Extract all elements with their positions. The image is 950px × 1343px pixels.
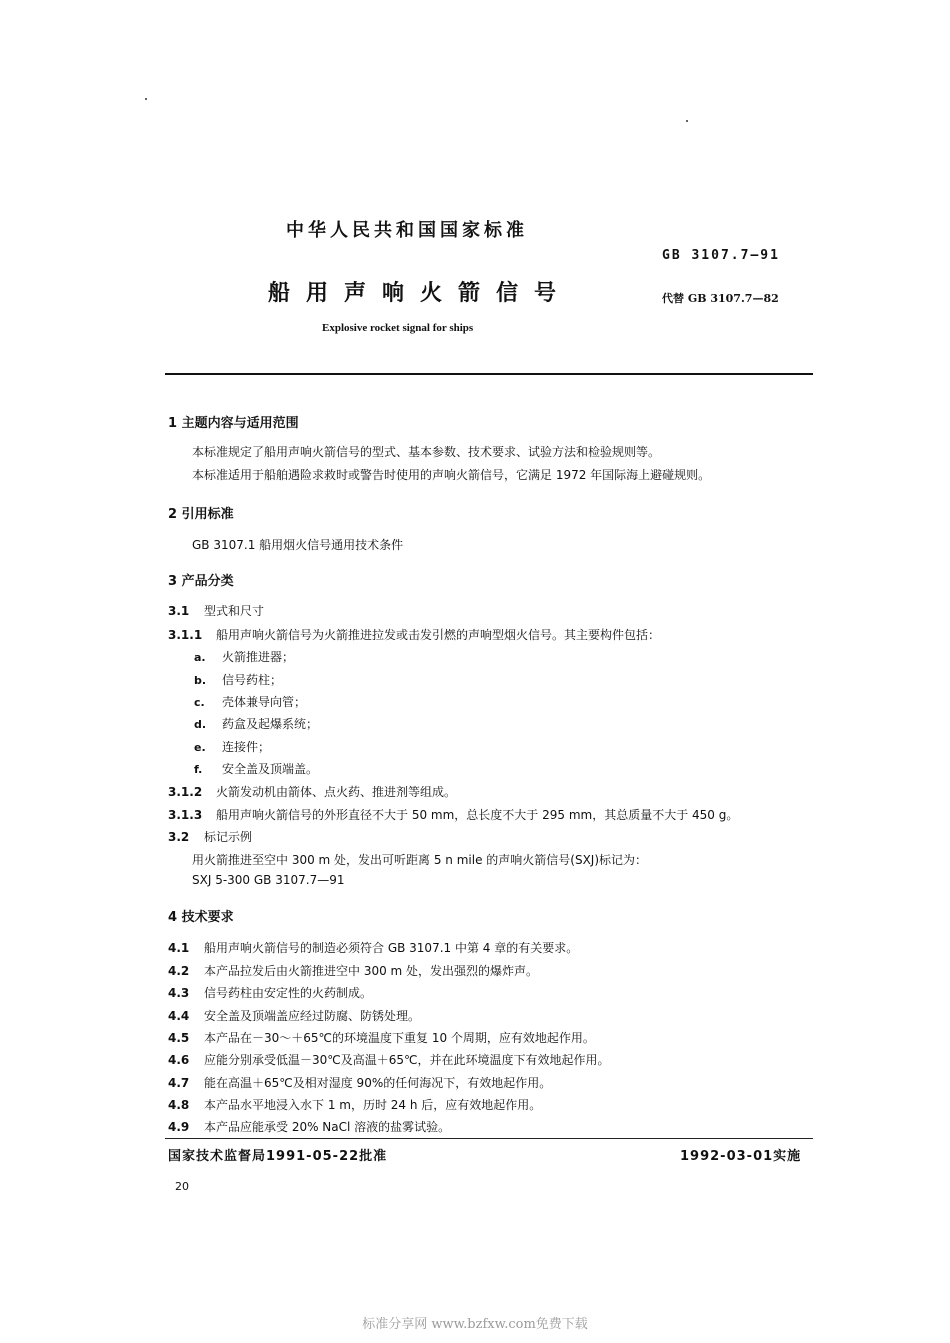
- requirement-item: [168, 1007, 420, 1024]
- list-item: [194, 715, 318, 732]
- clause-text: 船用声响火箭信号的外形直径不大于 50 mm，总长度不大于 295 mm，其总质量不大于 450 g。: [216, 808, 739, 822]
- clause-number: 4.9: [168, 1120, 190, 1134]
- clause-number: 3.2: [168, 830, 190, 844]
- list-text: 火箭推进器；: [222, 650, 295, 664]
- list-text: 壳体兼导向管；: [222, 695, 307, 709]
- requirement-item: [168, 962, 538, 979]
- clause-number: 4.5: [168, 1031, 190, 1045]
- clause-number: 4.7: [168, 1076, 190, 1090]
- clause-text: 能在高温＋65℃及相对湿度 90%的任何海况下，有效地起作用。: [204, 1076, 552, 1090]
- list-text: 药盒及起爆系统；: [222, 717, 319, 731]
- marking-example-description: 用火箭推进至空中 300 m 处，发出可听距离 5 n mile 的声响火箭信号(SXJ)标记为：: [192, 853, 648, 867]
- clause-3-1-3: [168, 806, 738, 823]
- section-1-heading: 1 主题内容与适用范围: [168, 416, 299, 431]
- requirement-item: [168, 1118, 450, 1135]
- footer-divider: [165, 1138, 813, 1139]
- list-marker: d.: [194, 718, 207, 731]
- list-text: 连接件；: [222, 740, 271, 754]
- marking-example-code: SXJ 5-300 GB 3107.7—91: [192, 873, 345, 887]
- list-text: 安全盖及顶端盖。: [222, 762, 319, 776]
- clause-3-1: [168, 602, 264, 619]
- clause-number: 3.1.3: [168, 808, 203, 822]
- section-4-heading: 4 技术要求: [168, 910, 234, 925]
- clause-3-1-2: [168, 783, 456, 800]
- clause-3-1-1: [168, 626, 660, 643]
- clause-text: 信号药柱由安定性的火药制成。: [204, 986, 373, 1000]
- clause-number: 4.2: [168, 964, 190, 978]
- clause-text: 船用声响火箭信号为火箭推进拉发或击发引燃的声响型烟火信号。其主要构件包括：: [216, 628, 661, 642]
- clause-text: 船用声响火箭信号的制造必须符合 GB 3107.1 中第 4 章的有关要求。: [204, 941, 579, 955]
- page-number: 20: [175, 1180, 189, 1193]
- effective-date-line: 1992-03-01实施: [680, 1149, 802, 1164]
- clause-text: 本产品在－30～＋65℃的环境温度下重复 10 个周期，应有效地起作用。: [204, 1031, 595, 1045]
- requirement-item: [168, 1029, 595, 1046]
- replaces-note: 代替 GB 3107.7—82: [662, 292, 779, 305]
- section-3-heading: 3 产品分类: [168, 574, 234, 589]
- clause-text: 安全盖及顶端盖应经过防腐、防锈处理。: [204, 1009, 421, 1023]
- national-standard-heading: 中华人民共和国国家标准: [286, 220, 528, 241]
- list-item: [194, 648, 294, 665]
- list-item: [194, 738, 270, 755]
- scan-speck: [686, 120, 688, 122]
- clause-text: 应能分别承受低温－30℃及高温＋65℃，并在此环境温度下有效地起作用。: [204, 1053, 610, 1067]
- list-marker: c.: [194, 696, 205, 709]
- english-title: Explosive rocket signal for ships: [322, 322, 474, 334]
- clause-number: 4.1: [168, 941, 190, 955]
- requirement-item: [168, 939, 578, 956]
- header-divider: [165, 373, 813, 375]
- list-marker: b.: [194, 674, 207, 687]
- list-item: [194, 671, 282, 688]
- clause-number: 4.4: [168, 1009, 190, 1023]
- clause-number: 3.1.1: [168, 628, 203, 642]
- document-title: 船用声响火箭信号: [268, 281, 573, 306]
- section-1-paragraph-2: 本标准适用于船舶遇险求救时或警告时使用的声响火箭信号，它满足 1972 年国际海上避碰规则。: [192, 468, 711, 482]
- clause-text: 火箭发动机由箭体、点火药、推进剂等组成。: [216, 785, 457, 799]
- clause-3-2: [168, 828, 252, 845]
- section-1-paragraph-1: 本标准规定了船用声响火箭信号的型式、基本参数、技术要求、试验方法和检验规则等。: [192, 445, 661, 459]
- clause-number: 4.3: [168, 986, 190, 1000]
- list-marker: f.: [194, 763, 203, 776]
- clause-text: 本产品拉发后由火箭推进空中 300 m 处，发出强烈的爆炸声。: [204, 964, 539, 978]
- clause-number: 3.1.2: [168, 785, 203, 799]
- clause-text: 本产品应能承受 20% NaCl 溶液的盐雾试验。: [204, 1120, 451, 1134]
- clause-number: 4.6: [168, 1053, 190, 1067]
- requirement-item: [168, 1051, 610, 1068]
- list-marker: e.: [194, 741, 206, 754]
- clause-text: 本产品水平地浸入水下 1 m，历时 24 h 后，应有效地起作用。: [204, 1098, 542, 1112]
- approval-line: 国家技术监督局1991-05-22批准: [168, 1149, 388, 1164]
- requirement-item: [168, 1096, 541, 1113]
- standard-number: GB 3107.7—91: [662, 248, 780, 263]
- clause-text: 标记示例: [204, 830, 253, 844]
- list-item: [194, 760, 318, 777]
- requirement-item: [168, 984, 372, 1001]
- list-item: [194, 693, 306, 710]
- scan-speck: [145, 98, 147, 100]
- referenced-standard: GB 3107.1 船用烟火信号通用技术条件: [192, 538, 404, 552]
- list-marker: a.: [194, 651, 206, 664]
- section-2-heading: 2 引用标准: [168, 507, 234, 522]
- watermark: 标准分享网 www.bzfxw.com免费下载: [362, 1317, 588, 1332]
- clause-number: 3.1: [168, 604, 190, 618]
- clause-number: 4.8: [168, 1098, 190, 1112]
- clause-text: 型式和尺寸: [204, 604, 265, 618]
- list-text: 信号药柱；: [222, 673, 283, 687]
- requirement-item: [168, 1074, 551, 1091]
